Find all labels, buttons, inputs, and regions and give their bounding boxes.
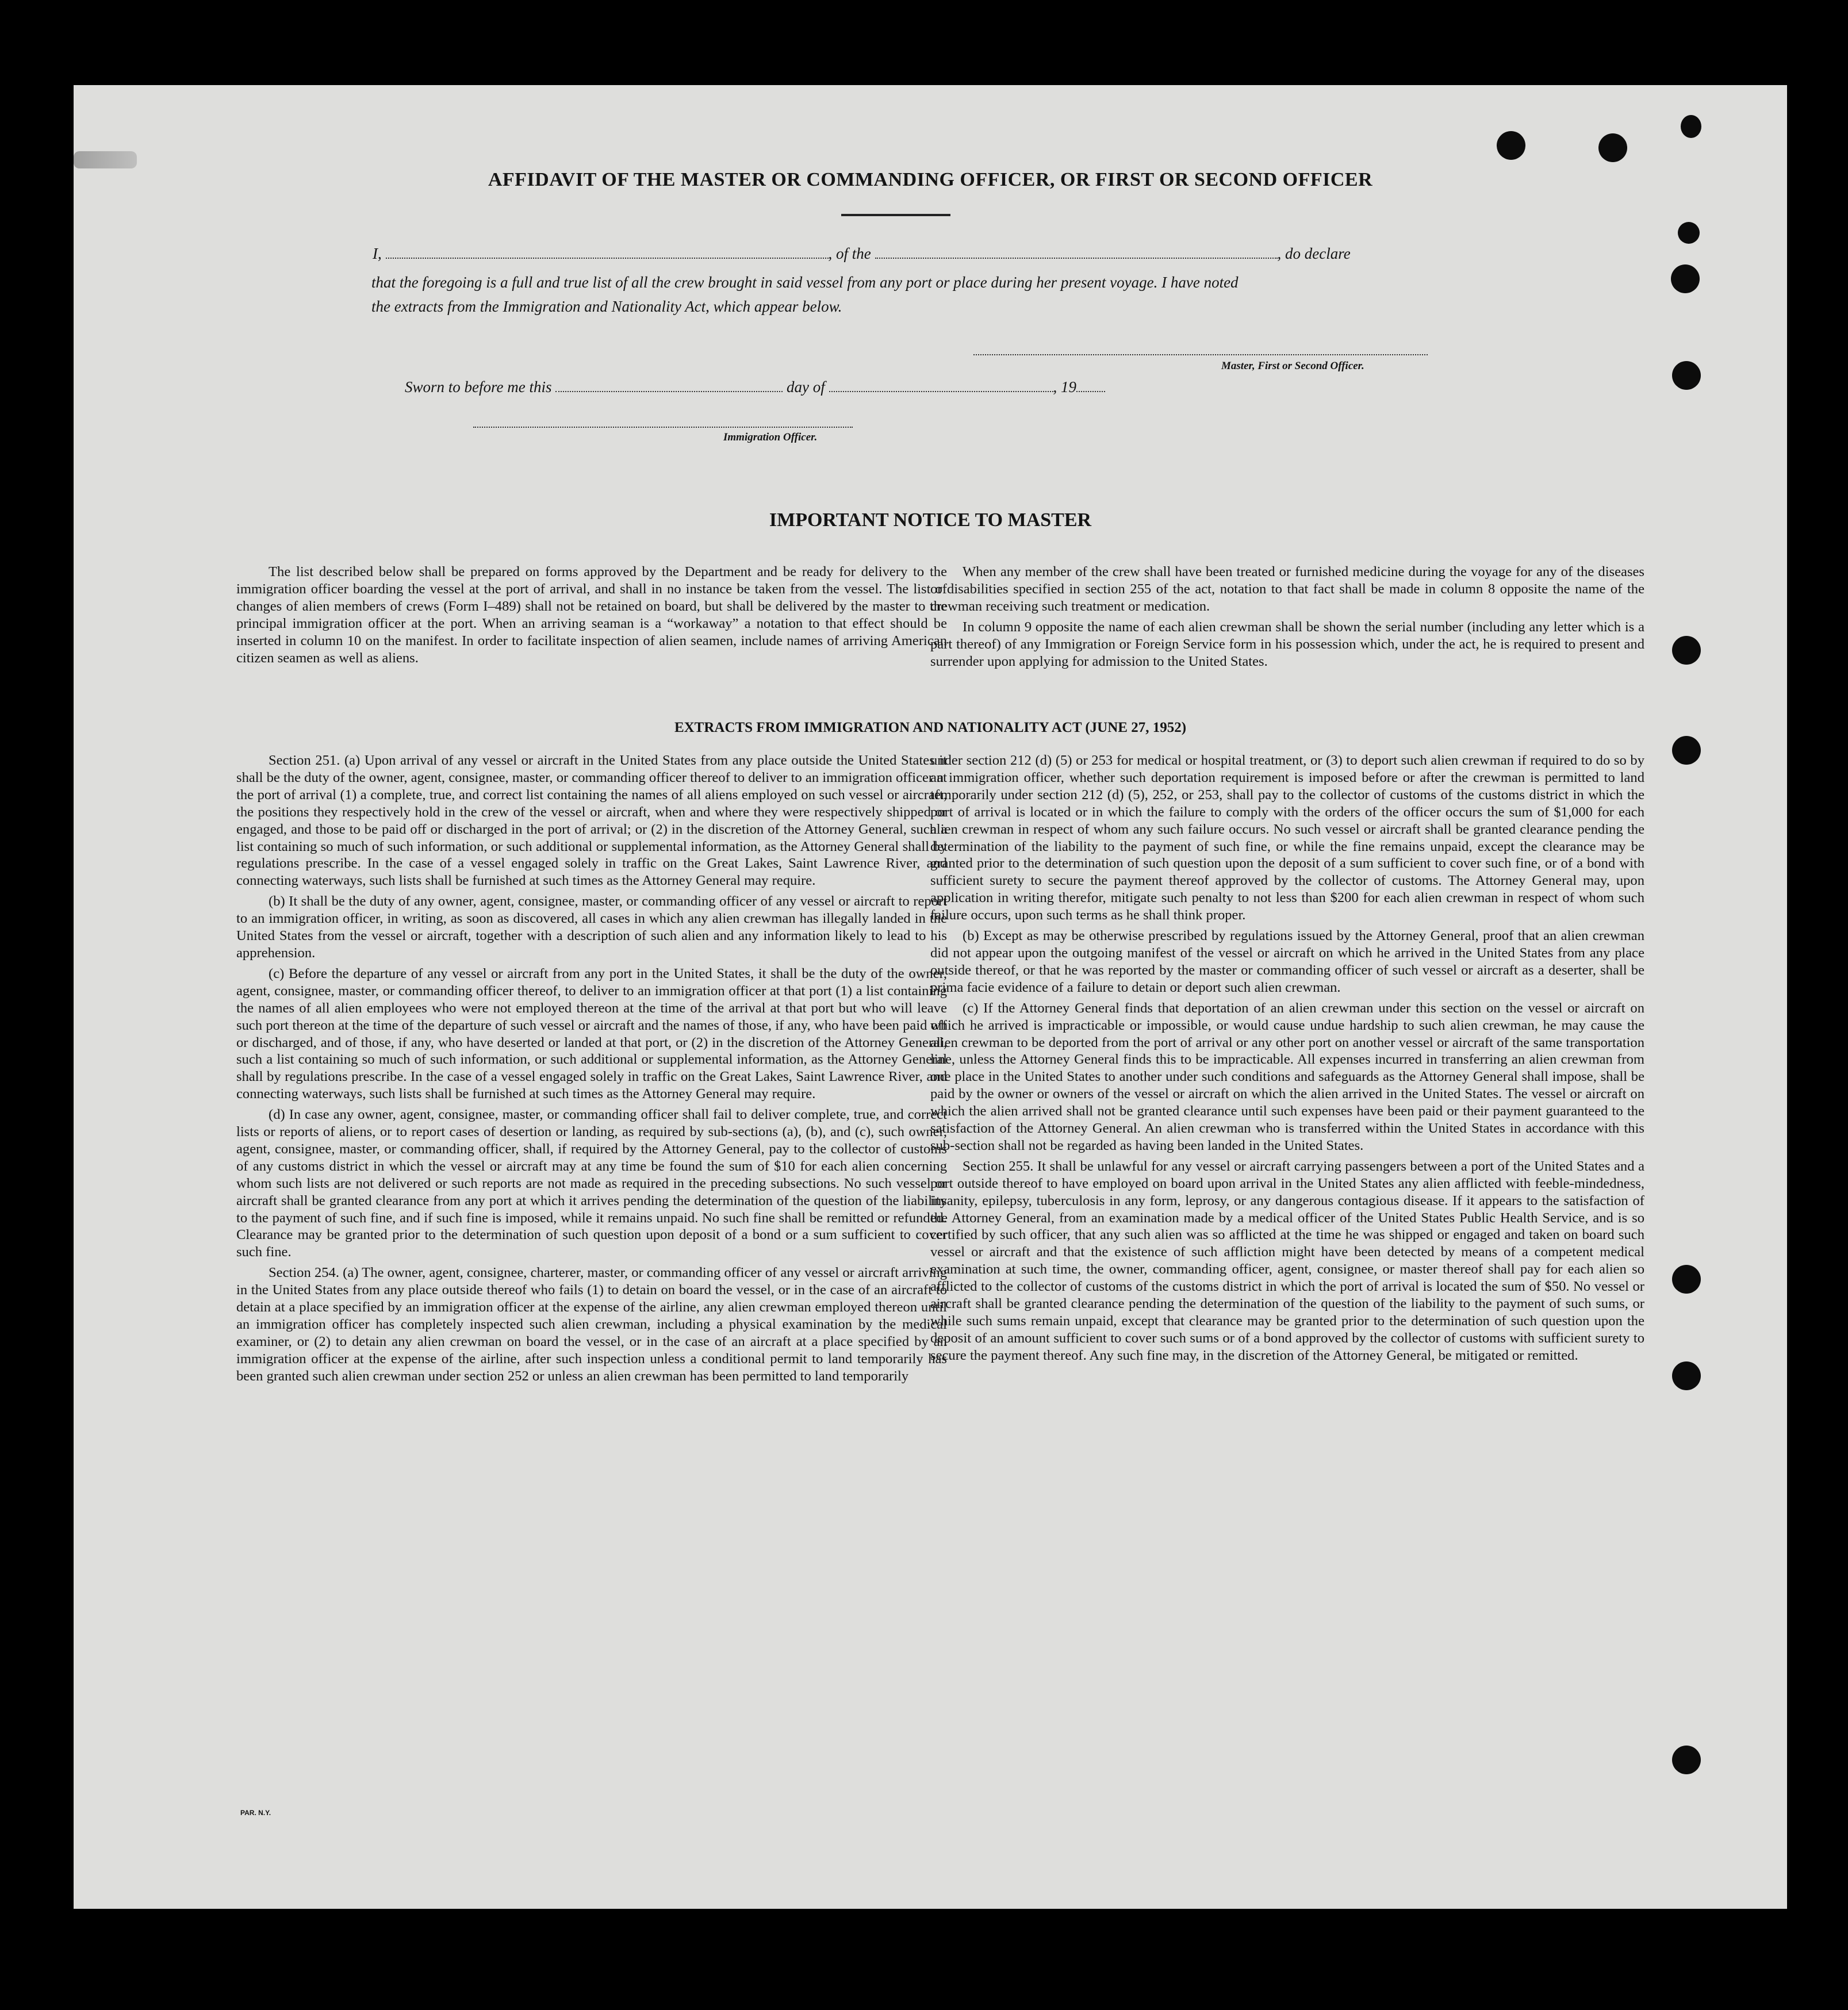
document-page (74, 85, 1787, 1909)
of-the-label: , of the (828, 245, 871, 262)
notice-paragraph: The list described below shall be prepared on forms approved by the Department and be ready for delivery to the immigration officer boarding the vessel at the port of arrival, and shall in no instance be taken from the vessel. The list of changes of alien members of crews (Form I–489) shall not be retained on board, but shall be delivered by the master to the principal immigration officer at the port. When an arriving seaman is a “workaway” a notation to that effect should be inserted in column 10 on the manifest. In order to facilitate inspection of alien seamen, include names of arriving American citizen seamen as well as aliens. (236, 564, 947, 666)
declarant-prefix: I, (373, 245, 382, 262)
affidavit-line-2: that the foregoing is a full and true list of all the crew brought in said vessel from any port or place during her present voyage. I have noted (371, 274, 1239, 291)
master-signature-line[interactable] (973, 354, 1428, 355)
punch-hole (1672, 736, 1701, 765)
title-rule (841, 214, 950, 216)
sworn-month-field[interactable] (829, 389, 1053, 392)
sworn-prefix: Sworn to before me this (405, 378, 552, 396)
notice-title: IMPORTANT NOTICE TO MASTER (769, 509, 1092, 531)
declare-label: , do declare (1277, 245, 1351, 262)
scan-smudge (74, 151, 137, 168)
extract-paragraph: Section 251. (a) Upon arrival of any vessel or aircraft in the United States from any place outside the United States it shall be the duty of the owner, agent, consignee, master, or commanding officer thereof to deliver to an immigration officer at the port of arrival (1) a complete, true, and correct list containing the names of all aliens employed on such vessel or aircraft, the positions they respectively hold in the crew of the vessel or aircraft, when and where they were respectively shipped or engaged, and those to be paid off or discharged in the port of arrival; or (2) in the discretion of the Attorney General, such a list containing so much of such information, or such additional or supplemental information, as the Attorney General shall by regulations prescribe. In the case of a vessel engaged solely in traffic on the Great Lakes, Saint Lawrence River, and connecting waterways, such lists shall be furnished at such times as the Attorney General may require. (236, 753, 947, 889)
year-label: , 19 (1053, 378, 1076, 396)
punch-hole (1672, 361, 1701, 390)
extract-paragraph: under section 212 (d) (5) or 253 for medical or hospital treatment, or (3) to deport such alien crewman if required to do so by an immigration officer, whether such deportation requirement is imposed before or after the crewman is permitted to land temporarily under section 212 (d) (5), 252, or 253, shall pay to the collector of customs of the customs district in which the port of arrival is located or in which the failure to comply with the orders of the officer occurs the sum of $1,000 for each alien crewman in respect of whom any such failure occurs. No such vessel or aircraft shall be granted clearance pending the determination of the liability to the payment of such fine, or while the fine remains unpaid, except the clearance may be granted prior to the determination of such question upon the deposit of a sum sufficient to cover such fine, or of a bond with sufficient surety to secure the payment thereof approved by the collector of customs. The Attorney General may, upon application in writing therefor, mitigate such penalty to not less than $200 for each alien crewman in respect of whom such failure occurs, upon such terms as he shall think proper. (930, 753, 1644, 923)
extracts-left-column (236, 752, 947, 1388)
extracts-title: EXTRACTS FROM IMMIGRATION AND NATIONALITY ACT (JUNE 27, 1952) (674, 720, 1187, 735)
notice-right-column (930, 563, 1644, 673)
affidavit-line-3: the extracts from the Immigration and Nationality Act, which appear below. (371, 298, 842, 315)
notice-left-column (236, 563, 947, 670)
punch-hole (1672, 1746, 1701, 1774)
immigration-officer-signature-line[interactable] (473, 427, 853, 428)
extract-paragraph: Section 254. (a) The owner, agent, consignee, charterer, master, or commanding officer of any vessel or aircraft arriving in the United States from any place outside thereof who fails (1) to detain on board the vessel, or in the case of an aircraft to detain at a place specified by an immigration officer at the expense of the airline, any alien crewman employed thereon until an immigration officer has completely inspected such alien crewman, including a physical examination by the medical examiner, or (2) to detain any alien crewman on board the vessel, or in the case of an aircraft at a place specified by an immigration officer at the expense of the airline, after such inspection unless a conditional permit to land temporarily has been granted such alien crewman under section 252 or unless an alien crewman has been permitted to land temporarily (236, 1265, 947, 1384)
printer-mark: PAR. N.Y. (240, 1809, 271, 1817)
notice-paragraph: When any member of the crew shall have been treated or furnished medicine during the voyage for any of the diseases or disabilities specified in section 255 of the act, notation to that fact shall be made in column 8 opposite the name of the crewman receiving such treatment or medication. (930, 564, 1644, 614)
extract-paragraph: (c) Before the departure of any vessel or aircraft from any port in the United States, it shall be the duty of the owner, agent, consignee, master, or commanding officer thereof, to deliver to an immigration officer at that port (1) a list containing the names of all alien employees who were not employed thereon at the time of the arrival at that port but who will leave such port thereon at the time of the departure of such vessel or aircraft and the names of those, if any, who have been paid off or discharged, and of those, if any, who have deserted or landed at that port, or (2) in the discretion of the Attorney General, such a list containing so much of such information, or such additional or supplemental information, as the Attorney General shall by regulations prescribe. In the case of a vessel engaged solely in traffic on the Great Lakes, Saint Lawrence River, and connecting waterways, such lists shall be furnished at such times as the Attorney General may require. (236, 965, 947, 1102)
notice-paragraph: In column 9 opposite the name of each alien crewman shall be shown the serial number (including any letter which is a part thereof) of any Immigration or Foreign Service form in his possession which, under the act, he is required to present and surrender upon applying for admission to the United States. (930, 619, 1644, 669)
affidavit-line-1 (373, 245, 1351, 263)
punch-hole (1678, 222, 1700, 244)
punch-hole (1672, 1265, 1701, 1294)
immigration-officer-label: Immigration Officer. (723, 431, 818, 443)
extract-paragraph: (c) If the Attorney General finds that deportation of an alien crewman under this section on the vessel or aircraft on which he arrived is impracticable or impossible, or would cause undue hardship to such alien crewman, he may cause the alien crewman to be deported from the port of arrival or any other port on another vessel or aircraft of the same transportation line, unless the Attorney General finds this to be impracticable. All expenses incurred in transferring an alien crewman from one place in the United States to another under such conditions and safeguards as the Attorney General shall impose, shall be paid by the owner or owners of the vessel or aircraft on which the alien arrived in the United States. The vessel or aircraft on which the alien arrived shall not be granted clearance until such expenses have been paid or their payment guaranteed to the satisfaction of the Attorney General. An alien crewman who is transferred within the United States in accordance with this sub-section shall not be regarded as having been landed in the United States. (930, 1000, 1644, 1153)
extracts-right-column (930, 752, 1644, 1368)
sworn-year-field[interactable] (1076, 389, 1105, 392)
vessel-name-field[interactable] (875, 255, 1278, 259)
punch-hole (1598, 133, 1627, 162)
punch-hole (1672, 636, 1701, 665)
extract-paragraph: Section 255. It shall be unlawful for any vessel or aircraft carrying passengers between a port of the United States and a port outside thereof to have employed on board upon arrival in the United States any alien afflicted with feeble-mindedness, insanity, epilepsy, tuberculosis in any form, leprosy, or any dangerous contagious disease. If it appears to the satisfaction of the Attorney General, from an examination made by a medical officer of the United States Public Health Service, and is so certified by such officer, that any such alien was so afflicted at the time he was shipped or engaged and taken on board such vessel or aircraft and that the existence of such affliction might have been detected by means of a competent medical examination at such time, the owner, commanding officer, agent, consignee, or master thereof shall pay for each alien so afflicted to the collector of customs of the customs district in which the port of arrival is located the sum of $50. No vessel or aircraft shall be granted clearance pending the determination of the question of the liability to the payment of such sums, or while such sums remain unpaid, except that clearance may be granted prior to the determination of such question upon the deposit of an amount sufficient to cover such sums or of a bond approved by the collector of customs with sufficient surety to secure the payment thereof. Any such fine may, in the discretion of the Attorney General, be mitigated or remitted. (930, 1158, 1644, 1363)
punch-hole (1671, 264, 1700, 293)
punch-hole (1672, 1361, 1701, 1390)
affidavit-title: AFFIDAVIT OF THE MASTER OR COMMANDING OFFICER, OR FIRST OR SECOND OFFICER (488, 169, 1373, 190)
declarant-name-field[interactable] (386, 255, 829, 259)
master-signature-label: Master, First or Second Officer. (1221, 360, 1364, 372)
day-of-label: day of (787, 378, 825, 396)
extract-paragraph: (b) Except as may be otherwise prescribed by regulations issued by the Attorney General, proof that an alien crewman did not appear upon the outgoing manifest of the vessel or aircraft on which he arrived in the United States from any place outside thereof, or that he was reported by the master or commanding officer of such vessel or aircraft as a deserter, shall be prima facie evidence of a failure to detain or deport such alien crewman. (930, 928, 1644, 995)
punch-hole (1681, 115, 1701, 138)
extract-paragraph: (d) In case any owner, agent, consignee, master, or commanding officer shall fail to deliver complete, true, and correct lists or reports of aliens, or to report cases of desertion or landing, as required by sub-sections (a), (b), and (c), such owner, agent, consignee, master, or commanding officer, shall, if required by the Attorney General, pay to the collector of customs of any customs district in which the vessel or aircraft may at any time be found the sum of $10 for each alien concerning whom such lists are not delivered or such reports are not made as required in the preceding subsections. No such vessel or aircraft shall be granted clearance from any port at which it arrives pending the determination of the question of the liability to the payment of such fine, and if such fine is imposed, while it remains unpaid. No such fine shall be remitted or refunded. Clearance may be granted prior to the determination of such question upon deposit of a bond or a sum sufficient to cover such fine. (236, 1107, 947, 1260)
sworn-line (405, 378, 1105, 396)
punch-hole (1497, 131, 1525, 160)
extract-paragraph: (b) It shall be the duty of any owner, agent, consignee, master, or commanding officer of any vessel or aircraft to report to an immigration officer, in writing, as soon as discovered, all cases in which any alien crewman has illegally landed in the United States from the vessel or aircraft, together with a description of such alien and any information likely to lead to his apprehension. (236, 893, 947, 961)
sworn-day-field[interactable] (555, 389, 783, 392)
